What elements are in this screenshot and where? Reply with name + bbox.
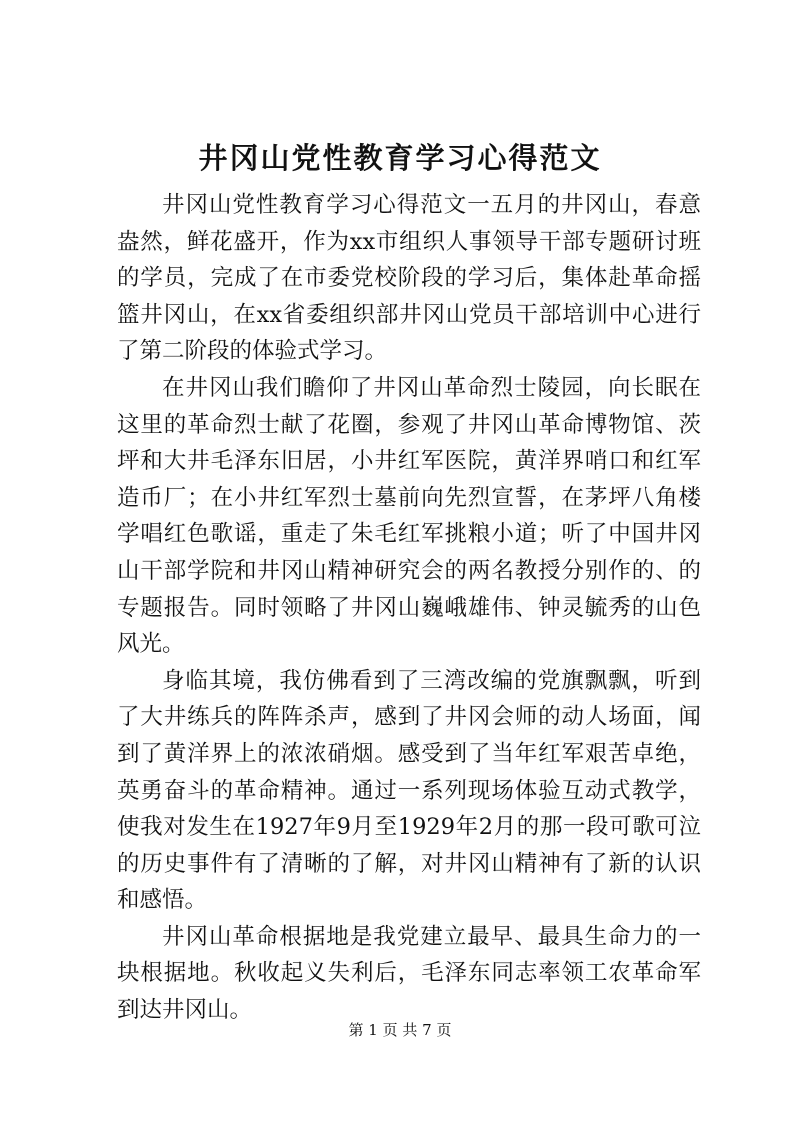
document-title: 井冈山党性教育学习心得范文 [198,141,602,175]
paragraph-2: 在井冈山我们瞻仰了井冈山革命烈士陵园，向长眠在这里的革命烈士献了花圈，参观了井冈山革命博物馆、茨坪和大井毛泽东旧居，小井红军医院，黄洋界哨口和红军造币厂；在小井红军烈士墓前向先烈宣誓，在茅坪八角楼学唱红色歌谣，重走了朱毛红军挑粮小道；听了中国井冈山干部学院和井冈山精神研究会的两名教授分别作的、的专题报告。同时领略了井冈山巍峨雄伟、钟灵毓秀的山色风光。 [117,374,701,658]
paragraph-1: 井冈山党性教育学习心得范文一五月的井冈山，春意盎然，鲜花盛开，作为xx市组织人事领导干部专题研讨班的学员，完成了在市委党校阶段的学习后，集体赴革命摇篮井冈山，在xx省委组织部井冈山党员干部培训中心进行了第二阶段的体验式学习。 [117,192,701,365]
document-body [117,187,701,1029]
paragraph-4: 井冈山革命根据地是我党建立最早、最具生命力的一块根据地。秋收起义失利后，毛泽东同志率领工农革命军到达井冈山。 [117,923,701,1024]
paragraph-3: 身临其境，我仿佛看到了三湾改编的党旗飘飘，听到了大井练兵的阵阵杀声，感到了井冈会师的动人场面，闻到了黄洋界上的浓浓硝烟。感受到了当年红军艰苦卓绝，英勇奋斗的革命精神。通过一系列现场体验互动式教学，使我对发生在1927年9月至1929年2月的那一段可歌可泣的历史事件有了清晰的了解，对井冈山精神有了新的认识和感悟。 [117,667,701,914]
page-footer: 第 1 页 共 7 页 [348,1021,452,1039]
